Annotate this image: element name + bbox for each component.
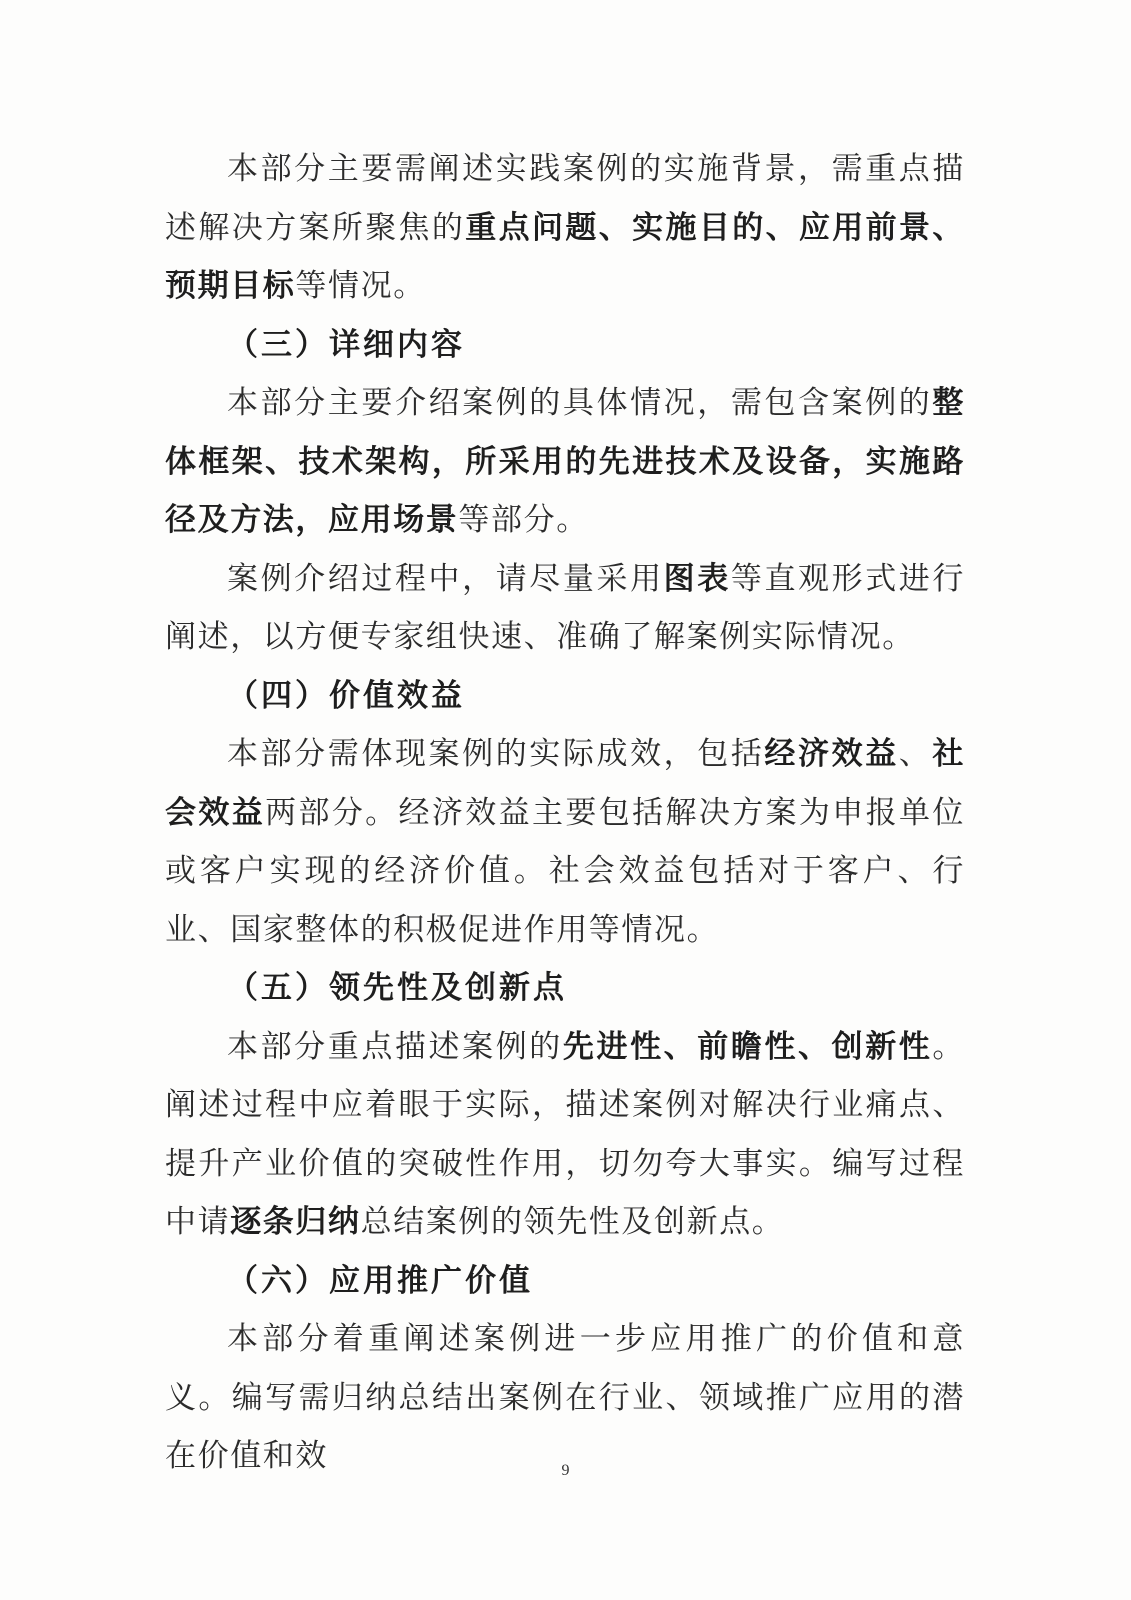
paragraph-text: 本部分主要需阐述实践案例的实施背景，需重点描述解决方案所聚焦的 bbox=[165, 151, 965, 246]
emphasized-text: 经济效益 bbox=[764, 736, 899, 772]
section-heading: （五）领先性及创新点 bbox=[227, 970, 567, 1006]
paragraph-text: 两部分。经济效益主要包括解决方案为申报单位或客户实现的经济价值。社会效益包括对于客户、行业、国家整体的积极促进作用等情况。 bbox=[165, 794, 965, 948]
paragraph-text: 本部分着重阐述案例进一步应用推广的价值和意义。编写需归纳总结出案例在行业、领域推广应用的潜在价值和效 bbox=[165, 1321, 965, 1474]
emphasized-text: 社会效益 bbox=[165, 736, 965, 831]
paragraph-text: 等情况。 bbox=[295, 268, 426, 304]
emphasized-text: 整体框架、技术架构，所采用的先进技术及设备，实施路径及方法，应用场景 bbox=[165, 385, 965, 538]
paragraph-text: 。阐述过程中应着眼于实际，描述案例对解决行业痛点、提升产业价值的突破性作用，切勿夸大事实。编写过程中请 bbox=[165, 1028, 965, 1240]
document-body bbox=[165, 140, 965, 1486]
section-heading: （四）价值效益 bbox=[227, 677, 465, 714]
emphasized-text: 逐条归纳 bbox=[230, 1204, 361, 1240]
paragraph-text: 案例介绍过程中，请尽量采用 bbox=[227, 560, 664, 597]
body-paragraph bbox=[165, 140, 965, 316]
paragraph-text: 本部分主要介绍案例的具体情况，需包含案例的 bbox=[227, 385, 933, 421]
paragraph-text: 总结案例的领先性及创新点。 bbox=[360, 1204, 785, 1240]
section-heading: （三）详细内容 bbox=[227, 326, 465, 363]
paragraph-text: 等部分。 bbox=[458, 502, 589, 538]
paragraph-text: 本部分重点描述案例的 bbox=[227, 1028, 563, 1065]
body-paragraph bbox=[165, 374, 965, 550]
emphasized-text: 重点问题、实施目的、应用前景、预期目标 bbox=[165, 209, 966, 304]
body-paragraph bbox=[165, 550, 965, 667]
emphasized-text: 图表 bbox=[663, 560, 731, 597]
emphasized-text: 先进性、前瞻性、创新性 bbox=[562, 1028, 933, 1065]
paragraph-text: 等直观形式进行阐述，以方便专家组快速、准确了解案例实际情况。 bbox=[165, 560, 965, 655]
body-paragraph bbox=[165, 1018, 965, 1252]
body-paragraph bbox=[165, 1310, 965, 1486]
paragraph-text: 本部分需体现案例的实际成效，包括 bbox=[227, 736, 765, 772]
section-heading: （六）应用推广价值 bbox=[227, 1262, 533, 1299]
body-paragraph bbox=[165, 725, 965, 959]
page-number: 9 bbox=[561, 1462, 570, 1479]
paragraph-text: 、 bbox=[898, 736, 933, 772]
